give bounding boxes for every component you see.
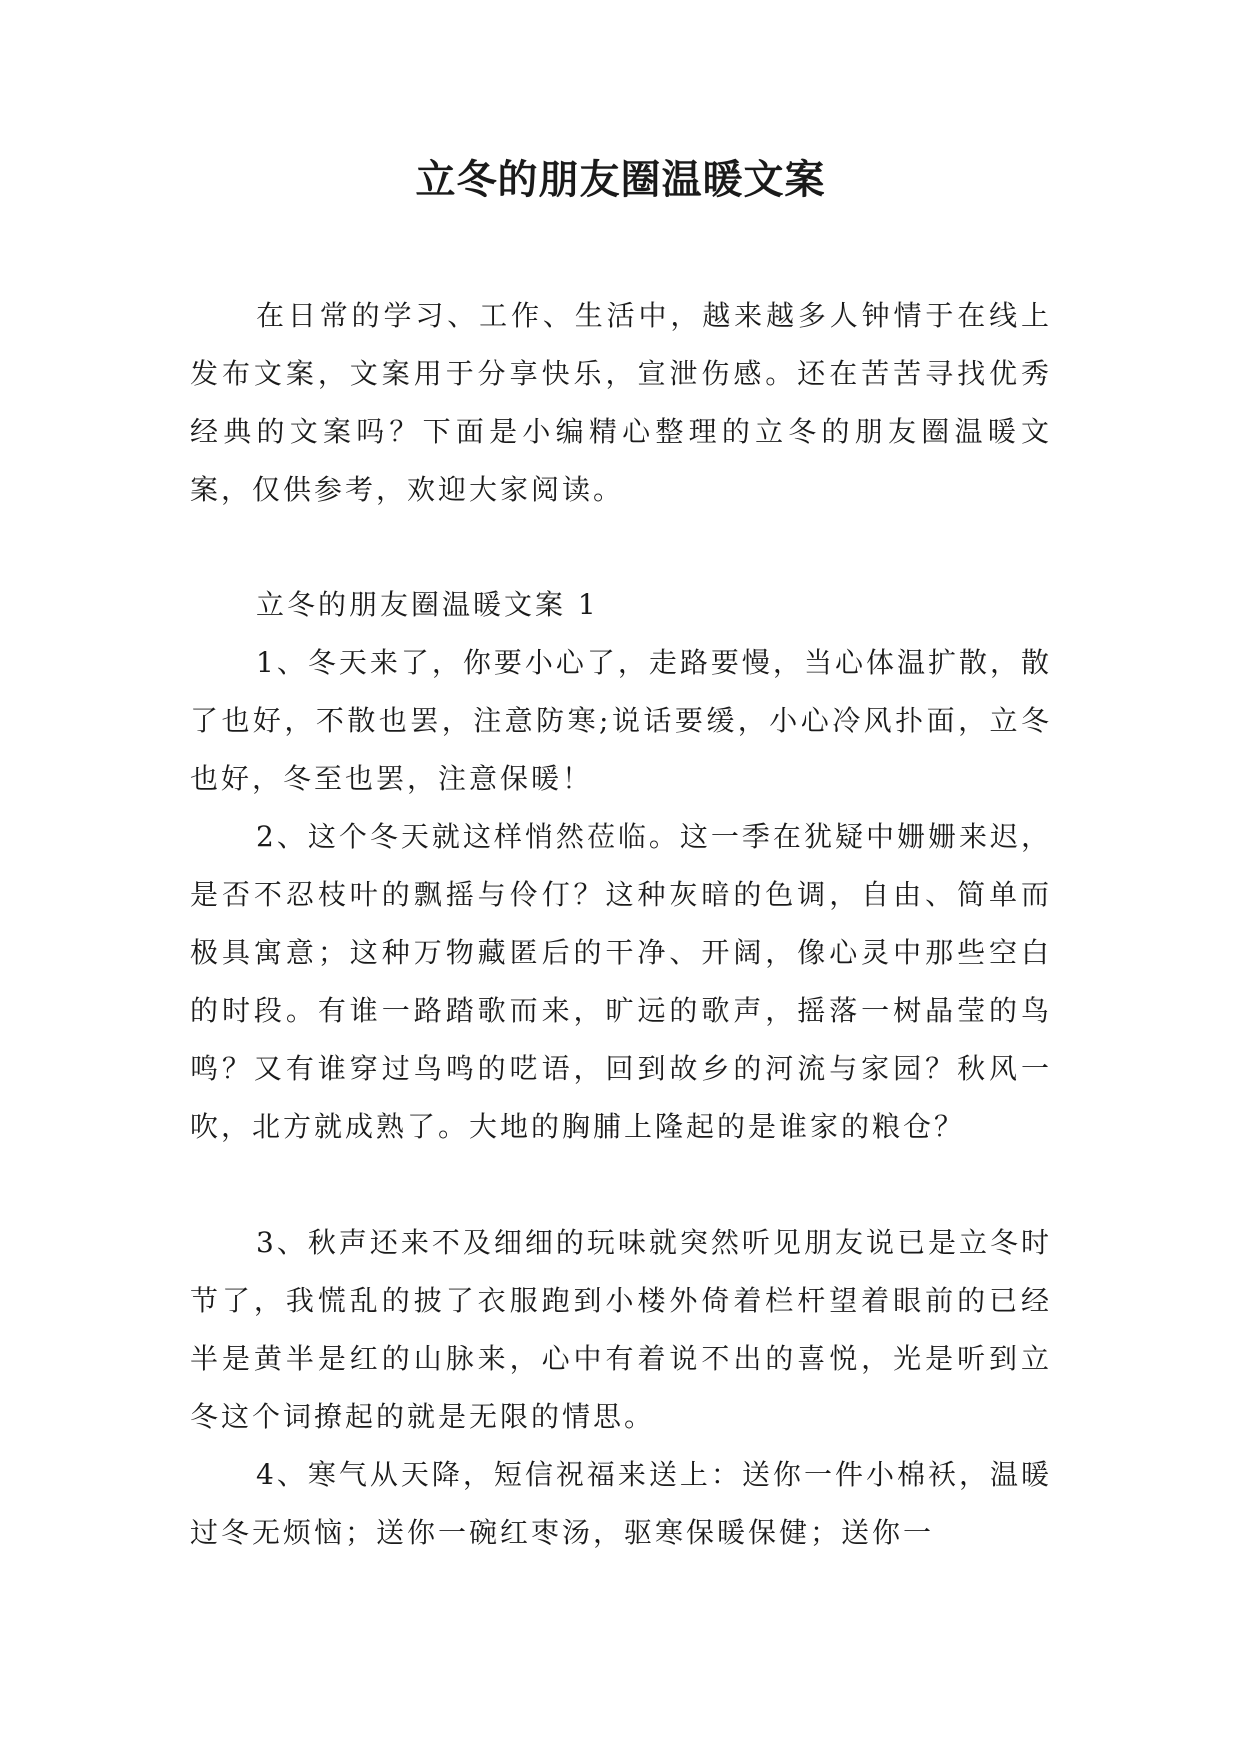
list-item: 2、这个冬天就这样悄然莅临。这一季在犹疑中姗姗来迟，是否不忍枝叶的飘摇与伶仃？这种灰暗的色调，自由、简单而极具寓意；这种万物藏匿后的干净、开阔，像心灵中那些空白的时段。有谁一路踏歌而来，旷远的歌声，摇落一树晶莹的鸟鸣？又有谁穿过鸟鸣的呓语，回到故乡的河流与家园？秋风一吹，北方就成熟了。大地的胸脯上隆起的是谁家的粮仓？ bbox=[190, 820, 1052, 1143]
intro-paragraph: 在日常的学习、工作、生活中，越来越多人钟情于在线上发布文案，文案用于分享快乐，宣泄伤感。还在苦苦寻找优秀经典的文案吗？下面是小编精心整理的立冬的朋友圈温暖文案，仅供参考，欢迎大家阅读。 bbox=[190, 299, 1052, 506]
list-item: 1、冬天来了，你要小心了，走路要慢，当心体温扩散，散了也好，不散也罢，注意防寒;说话要缓，小心冷风扑面，立冬也好，冬至也罢，注意保暖！ bbox=[190, 646, 1052, 795]
document-title: 立冬的朋友圈温暖文案 bbox=[415, 156, 826, 203]
section-heading: 立冬的朋友圈温暖文案 1 bbox=[256, 588, 599, 621]
list-item: 3、秋声还来不及细细的玩味就突然听见朋友说已是立冬时节了，我慌乱的披了衣服跑到小楼外倚着栏杆望着眼前的已经半是黄半是红的山脉来，心中有着说不出的喜悦，光是听到立冬这个词撩起的就是无限的情思。 bbox=[190, 1226, 1052, 1433]
list-item: 4、寒气从天降，短信祝福来送上：送你一件小棉袄，温暖过冬无烦恼；送你一碗红枣汤，驱寒保暖保健；送你一 bbox=[190, 1458, 1052, 1549]
